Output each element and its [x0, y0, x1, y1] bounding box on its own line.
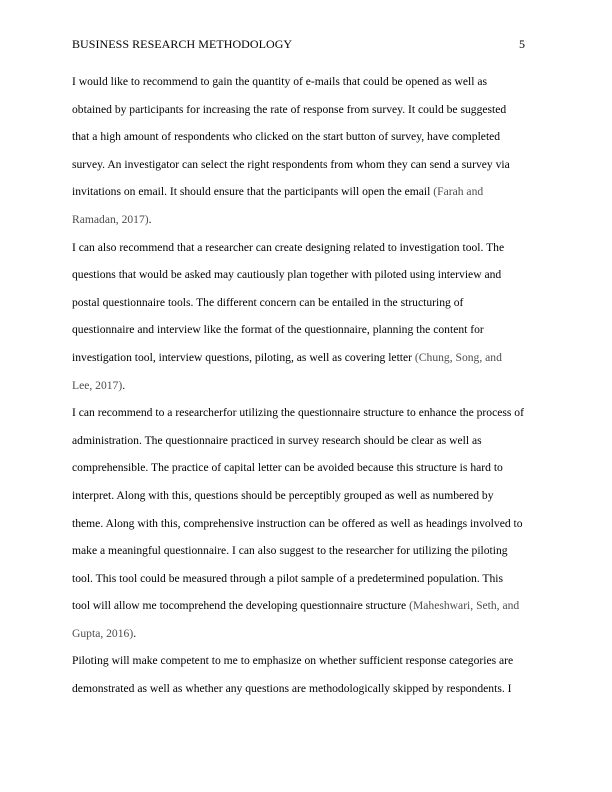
line-text: I would like to recommend to gain the quantity of e-mails that could be opened as well as	[72, 75, 488, 88]
line-text: interpret. Along with this, questions should be perceptibly grouped as well as numbered by	[72, 488, 494, 502]
text-line	[72, 206, 544, 234]
citation: Ramadan, 2017)	[72, 212, 149, 226]
citation: Lee, 2017)	[72, 378, 123, 392]
paragraph	[72, 647, 544, 702]
text-line	[72, 372, 544, 400]
text-line	[72, 344, 544, 372]
line-text: make a meaningful questionnaire. I can also suggest to the researcher for utilizing the piloting	[72, 544, 508, 558]
text-line	[72, 675, 544, 703]
line-text: I can also recommend that a researcher can create designing related to investigation tool. The	[72, 240, 505, 254]
paragraph	[72, 399, 544, 647]
page-number: 5	[519, 37, 525, 51]
citation: (Chung, Song, and	[414, 350, 502, 364]
text-line	[72, 151, 544, 179]
text-line	[72, 96, 544, 124]
line-text: demonstrated as well as whether any questions are methodologically skipped by respondents. I	[72, 682, 512, 696]
citation: (Farah and	[433, 185, 484, 199]
line-text: tool will allow me tocomprehend the developing questionnaire structure	[72, 599, 410, 613]
line-text: invitations on email. It should ensure that the participants will open the email	[72, 185, 434, 199]
text-line	[72, 123, 544, 151]
text-line	[72, 620, 544, 648]
running-header	[72, 36, 525, 52]
text-line	[72, 427, 544, 455]
paragraph	[72, 68, 544, 234]
citation: (Maheshwari, Seth, and	[409, 599, 520, 613]
line-text: that a high amount of respondents who clicked on the start button of survey, have completed	[72, 130, 501, 144]
line-text: questionnaire and interview like the format of the questionnaire, planning the content for	[72, 323, 484, 337]
text-line	[72, 234, 544, 262]
line-text: survey. An investigator can select the right respondents from whom they can send a survey via	[72, 157, 510, 171]
line-text: obtained by participants for increasing the rate of response from survey. It could be suggested	[72, 102, 507, 116]
text-line	[72, 565, 544, 593]
line-text: Piloting will make competent to me to emphasize on whether sufficient response categories are	[72, 654, 514, 668]
text-line	[72, 510, 544, 538]
document-body	[72, 68, 544, 703]
line-punctuation: .	[122, 378, 126, 392]
text-line	[72, 399, 544, 427]
line-text: theme. Along with this, comprehensive instruction can be offered as well as headings involved to	[72, 516, 523, 530]
text-line	[72, 178, 544, 206]
line-text: comprehensible. The practice of capital letter can be avoided because this structure is hard to	[72, 461, 503, 475]
line-text: administration. The questionnaire practiced in survey research should be clear as well as	[72, 433, 482, 447]
line-punctuation: .	[133, 626, 137, 640]
line-text: questions that would be asked may cautiously plan together with piloted using interview and	[72, 268, 502, 282]
paragraph	[72, 234, 544, 400]
text-line	[72, 68, 544, 96]
text-line	[72, 592, 544, 620]
line-text: postal questionnaire tools. The different concern can be entailed in the structuring of	[72, 295, 464, 309]
text-line	[72, 454, 544, 482]
text-line	[72, 316, 544, 344]
text-line	[72, 537, 544, 565]
citation: Gupta, 2016)	[72, 626, 134, 640]
line-text: tool. This tool could be measured through a pilot sample of a predetermined population. This	[72, 571, 504, 585]
text-line	[72, 289, 544, 317]
header-title: BUSINESS RESEARCH METHODOLOGY	[72, 37, 293, 51]
line-text: I can recommend to a researcherfor utilizing the questionnaire structure to enhance the process of	[72, 406, 524, 420]
text-line	[72, 261, 544, 289]
line-punctuation: .	[148, 212, 152, 226]
text-line	[72, 482, 544, 510]
line-text: investigation tool, interview questions, piloting, as well as covering letter	[72, 350, 415, 364]
text-line	[72, 647, 544, 675]
